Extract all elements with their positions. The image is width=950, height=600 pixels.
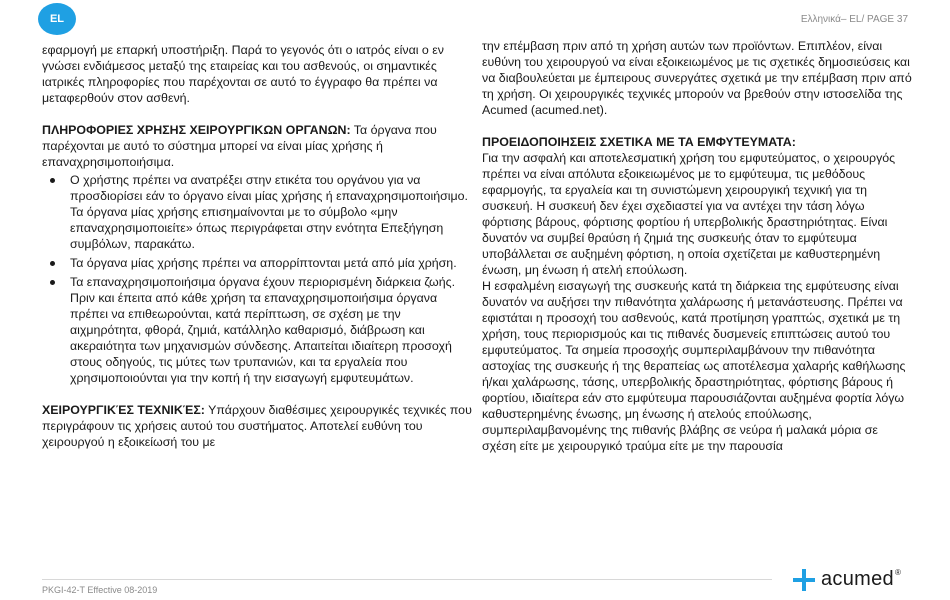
implant-warnings-heading: ΠΡΟΕΙΔΟΠΟΙΗΣΕΙΣ ΣΧΕΤΙΚΑ ΜΕ ΤΑ ΕΜΦΥΤΕΥΜΑΤΑ: (482, 135, 796, 149)
list-item (42, 274, 472, 386)
bullet-text: Ο χρήστης πρέπει να ανατρέξει στην ετικέτα του οργάνου για να προσδιορίσει εάν το όργανο είναι μίας χρήσης ή επαναχρησιμοποιήσιμο. Τα όργανα μίας χρήσης επισημαίνονται με το σύμβολο «μην επαναχρησιμοποιείτε» όπως περιγράφεται στην ενότητα Επεξήγηση συμβόλων, παρακάτω. (70, 173, 468, 251)
surgical-techniques-section (42, 402, 472, 450)
instrument-info-text: Τα όργανα που παρέχονται με αυτό το σύστημα μπορεί να είναι μίας χρήσης ή επαναχρησιμοποιήσιμα. (42, 123, 437, 169)
surgical-techniques-heading: ΧΕΙΡΟΥΡΓΙΚΈΣ ΤΕΧΝΙΚΈΣ: (42, 403, 205, 417)
bullet-icon (50, 178, 55, 183)
document-code: PKGI-42-T Effective 08-2019 (42, 585, 158, 595)
surgical-techniques-text: Υπάρχουν διαθέσιμες χειρουργικές τεχνικές που περιγράφουν τις χρήσεις αυτού του συστήματος. Αποτελεί ευθύνη του χειρουργού η εξοικείωσή του με (42, 403, 472, 449)
list-item (42, 172, 472, 252)
bullet-text: Τα επαναχρησιμοποιήσιμα όργανα έχουν περιορισμένη διάρκεια ζωής. Πριν και έπειτα από κάθε χρήση τα επαναχρησιμοποιήσιμα όργανα πρέπει να επιθεωρούνται, κατά περίπτωση, σε σχέση με την αιχμηρότητα, φθορά, ζημιά, κατάλληλο καθαρισμό, διάβρωση και ακεραιότητα των μηχανισμών σύνδεσης. Απαιτείται ιδιαίτερη προσοχή στους οδηγούς, τις μύτες των τρυπανιών, και τα εργαλεία που χρησιμοποιούνται για την κοπή ή την εισαγωγή εμφυτευμάτων. (70, 275, 456, 385)
right-intro-paragraph: την επέμβαση πριν από τη χρήση αυτών των προϊόντων. Επιπλέον, είναι ευθύνη του χειρουργού να είναι εξοικειωμένος με τις σχετικές δημοσιεύσεις και να διαβουλεύεται με έμπειρους συνεργάτες σχετικά με την επέμβαση πριν από τη χρήση. Οι χειρουργικές τεχνικές μπορούν να βρεθούν στην ιστοσελίδα της Acumed (acumed.net). (482, 39, 912, 117)
page-label: Ελληνικά– EL/ PAGE 37 (800, 14, 908, 25)
footer-divider (42, 579, 772, 580)
plus-logo-icon (793, 569, 815, 591)
insertion-warning-paragraph: Η εσφαλμένη εισαγωγή της συσκευής κατά τη διάρκεια της εμφύτευσης είναι δυνατόν να αυξήσει την πιθανότητα χαλάρωσης ή μετανάστευσης. Πρέπει να εφιστάται η προσοχή του ασθενούς, κατά προτίμηση γραπτώς, σχετικά με τη χρήση, τους περιορισμούς και τις πιθανές δυσμενείς επιπτώσεις αυτού του εμφυτεύματος. Τα σημεία προσοχής συμπεριλαμβάνουν την πιθανότητα αστοχίας της συσκευής ή της θεραπείας ως αποτέλεσμα χαλαρής καθήλωσης ή/και χαλάρωσης, τάσης, υπερβολικής δραστηριότητας, φόρτισης βάρους ή φορτίου, ιδιαίτερα εάν στο εμφύτευμα παρουσιάζονται αυξημένα φορτία λόγω καθυστερημένης ένωσης, μη ένωσης ή ατελούς επούλωσης, συμπεριλαμβανομένης της πιθανής βλάβης σε νεύρα ή μαλακά μόρια σε σχέση είτε με χειρουργικό τραύμα είτε με την παρουσία (482, 279, 906, 453)
bullet-icon (50, 280, 55, 285)
language-badge: EL (38, 3, 76, 35)
instrument-bullet-list (42, 172, 472, 386)
bullet-icon (50, 261, 55, 266)
instrument-info-section (42, 122, 472, 170)
instrument-info-heading: ΠΛΗΡΟΦΟΡΙΕΣ ΧΡΗΣΗΣ ΧΕΙΡΟΥΡΓΙΚΩΝ ΟΡΓΑΝΩΝ: (42, 123, 351, 137)
list-item (42, 255, 472, 271)
acumed-logo (793, 568, 901, 591)
left-column (42, 42, 472, 450)
left-intro-paragraph: εφαρμογή με επαρκή υποστήριξη. Παρά το γεγονός ότι ο ιατρός είναι ο εν γνώσει ενδιάμεσος μεταξύ της εταιρείας και του ασθενούς, οι σημαντικές ιατρικές πληροφορίες που παρέχονται σε αυτό το έγγραφο θα πρέπει να μεταφερθούν στον ασθενή. (42, 43, 444, 105)
right-column (482, 38, 912, 454)
bullet-text: Τα όργανα μίας χρήσης πρέπει να απορρίπτονται μετά από μία χρήση. (70, 256, 457, 270)
logo-wordmark: acumed® (821, 568, 902, 590)
implant-warnings-text: Για την ασφαλή και αποτελεσματική χρήση του εμφυτεύματος, ο χειρουργός πρέπει να είναι απόλυτα εξοικειωμένος με το εμφύτευμα, τις μεθόδους εφαρμογής, τα εργαλεία και τη συνιστώμενη χειρουργική τεχνική για τη συσκευή. Η συσκευή δεν έχει σχεδιαστεί για να αντέχει την τάση λόγω φόρτισης βάρους, φόρτισης φορτίου ή υπερβολικής δραστηριότητας. Είναι δυνατόν να συμβεί θραύση ή ζημιά της συσκευής όταν το εμφύτευμα υποβάλλεται σε αυξημένη φόρτιση, η οποία σχετίζεται με καθυστερημένη ένωση, μη ένωση ή ατελή επούλωση. (482, 151, 896, 277)
